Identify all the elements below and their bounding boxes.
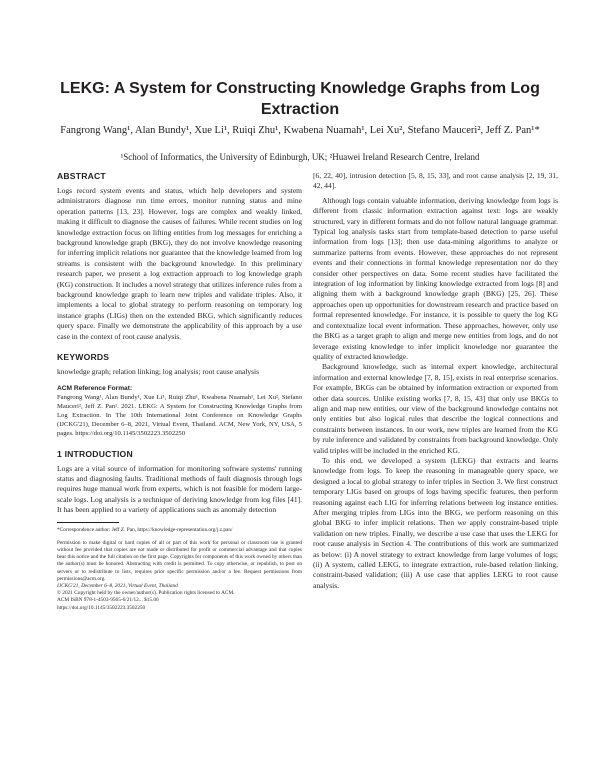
- acm-reference-heading: ACM Reference Format:: [57, 384, 133, 392]
- acm-reference-text: Fangrong Wang¹, Alan Bundy¹, Xue Li¹, Ruiqi Zhu¹, Kwabena Nuamah¹, Lei Xu², Stefano Mauceri², Jeff Z. Pan¹. 2021. LEKG: A System for Constructing Knowledge Graphs from Log Extraction. In The 10th International Joint Conference on Knowledge Graphs (IJCKG'21), December 6–8, 2021, Virtual Event, Thailand. ACM, New York, NY, USA, 5 pages. https://doi.org/10.1145/3502223.3502250: [57, 393, 302, 438]
- affiliations: ¹School of Informatics, the University of Edinburgh, UK; ²Huawei Ireland Research Centre, Ireland: [120, 152, 480, 162]
- paper-title: LEKG: A System for Constructing Knowledge Graphs from Log Extraction: [60, 80, 540, 118]
- author-list: Fangrong Wang¹, Alan Bundy¹, Xue Li¹, Ruiqi Zhu¹, Kwabena Nuamah¹, Lei Xu², Stefano Mauceri², Jeff Z. Pan¹*: [60, 125, 540, 136]
- intro-paragraph-3: Background knowledge, such as internal expert knowledge, architectural information and external knowledge [7, 8, 15], exists in real enterprise scenarios. For example, BKGs can be obtained by information extraction or exported from other data sources. Unlike existing works [7, 8, 15, 43] that only use BKGs to align and map new entities, our view of the background knowledge contains not only entities but also logical rules that describe the logical connections and constraints between instances. In our work, new triples are learned from the KG by rule inference and validated by constraints from background knowledge. Only valid triples will be included in the enriched KG.: [313, 362, 558, 455]
- intro-paragraph: Logs are a vital source of information for monitoring software systems' running status and diagnosing faults. Traditional methods of fault diagnosis through logs requires huge manual work from experts, which is not feasible for modern large-scale logs. Log analysis is a technique of deriving knowledge from log files [41]. It has been applied to a variety of applications such as anomaly detection: [57, 463, 302, 515]
- abstract-text: Logs record system events and status, which help developers and system administrators diagnose run time errors, monitor running status and mine operation patterns [13, 23]. However, logs are complex and weakly linked, making it difficult to diagnose the causes of failures. While recent studies on log knowledge extraction focus on lifting entities from log messages for enriching a background knowledge graph (BKG), they do not involve knowledge reasoning for inferring implicit relations nor guarantee that the knowledge learned from log streams is consistent with the background knowledge. In this preliminary research paper, we present a log extraction approach to log knowledge graph (KG) construction. It includes a novel strategy that utilizes inference rules from a background knowledge graph to learn new triples and validate triples. Also, it implements a local to global strategy to perform reasoning on temporary log instance graphs (LIGs) then on the extended BKG, which significantly reduces query space. Finally we demonstrate the applicability of this approach by a use case in the context of root cause analysis.: [57, 186, 302, 341]
- intro-continuation: [6, 22, 40], intrusion detection [5, 8, 15, 33], and root cause analysis [2, 19, 31, 42, 44].: [313, 171, 558, 191]
- doi-link[interactable]: https://doi.org/10.1145/3502223.3502250: [57, 604, 146, 611]
- venue-line: IJCKG'21, December 6–8, 2021, Virtual Event, Thailand: [57, 582, 178, 589]
- intro-paragraph-2: Although logs contain valuable information, deriving knowledge from logs is different from classic information extraction against text: logs are weakly structured, vary in different formats and do not follow natural language grammar. Typical log analysis tasks start from template-based detection to parse useful information from logs [13]; then use data-mining algorithms to analyze or summarize patterns from events. However, these approaches do not represent events and their connections in formal knowledge representation nor do they consider other perspectives on data. Some recent studies have facilitated the integration of log information by linking knowledge extracted from logs [8] and aligning them with a background knowledge graph (BKG) [25, 26]. These approaches open up opportunities for downstream research and practice based on formal represented knowledge. For instance, it is possible to query the log KG and contextualize local event information. These approaches, however, only use the BKG as a target graph to align and merge new entities from logs, and do not leverage existing knowledge to infer implicit knowledge nor guarantee the quality of extracted knowledge.: [313, 195, 558, 361]
- permission-notice: Permission to make digital or hard copies of all or part of this work for personal or classroom use is granted without fee provided that copies are not made or distributed for profit or commercial advantage and that copies bear this notice and the full citation on the first page. Copyrights for components of this work owned by others than the author(s) must be honored. Abstracting with credit is permitted. To copy otherwise, or republish, to post on servers or to redistribute to lists, requires prior specific permission and/or a fee. Request permissions from permissions@acm.org.: [57, 539, 302, 582]
- intro-paragraph-4: To this end, we developed a system (LEKG) that extracts and learns knowledge from logs. To keep the reasoning in manageable query space, we designed a local to global strategy to infer triples in Section 3. We first construct temporary LIGs based on groups of logs having specific features, then perform reasoning against each LIG for inferring relations between log instance entities. After merging triples from LIGs into the BKG, we perform reasoning on this global BKG to infer implicit relations. Then we apply constraint-based triple validation on new triples. Finally, we describe a use case that uses the LEKG for root cause analysis in Section 4. The contributions of this work are summarized as below: (i) A novel strategy to extract knowledge from large volumes of logs; (ii) A system, called LEKG, to integrate extraction, rule-based relation linking, constraint-based validation; (iii) A use case that applies LEKG to root cause analysis.: [313, 455, 558, 590]
- corresponding-author-note: *Correspondence author: Jeff Z. Pan, https://knowledge-representation.org/j.z.pan/: [57, 526, 233, 533]
- introduction-heading: 1 INTRODUCTION: [57, 448, 133, 459]
- left-column: [57, 171, 302, 612]
- isbn-line: ACM ISBN 978-1-4503-9565-6/21/12... $15.00: [57, 597, 159, 604]
- right-column: [313, 171, 558, 591]
- keywords-text: knowledge graph; relation linking; log analysis; root cause analysis: [57, 367, 260, 377]
- copyright-line: © 2021 Copyright held by the owner/author(s). Publication rights licensed to ACM.: [57, 590, 235, 597]
- keywords-heading: KEYWORDS: [57, 352, 110, 363]
- abstract-heading: ABSTRACT: [57, 171, 106, 181]
